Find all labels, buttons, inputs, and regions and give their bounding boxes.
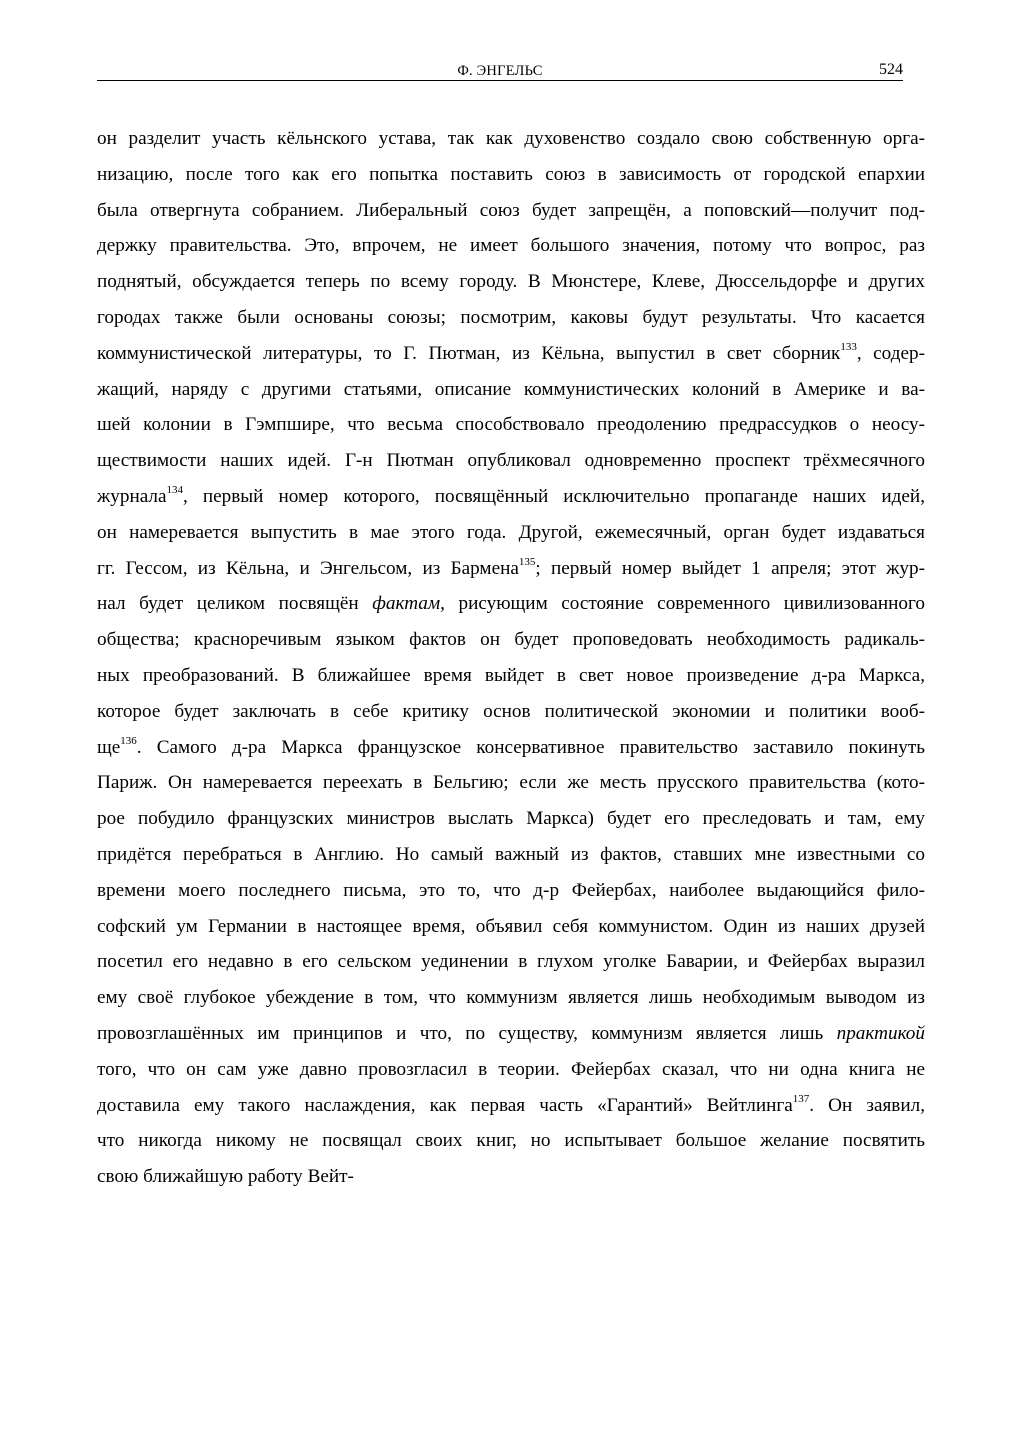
text-line (97, 407, 925, 443)
text-segment: рое побудило французских министров выслать Маркса) будет его преследовать и там, ему (97, 808, 925, 830)
text-line (97, 837, 925, 873)
text-segment: держку правительства. Это, впрочем, не имеет большого значения, потому что вопрос, раз (97, 235, 925, 257)
text-line (97, 909, 925, 945)
text-segment: низацию, после того как его попытка поставить союз в зависимость от городской епархии (97, 163, 925, 185)
text-segment: он намеревается выпустить в мае этого года. Другой, ежемесячный, орган будет издаваться (97, 521, 925, 543)
text-line (97, 157, 925, 193)
text-segment: свою ближайшую работу Вейт- (97, 1166, 354, 1188)
text-segment: общества; красноречивым языком фактов он будет проповедовать необходимость радикаль- (97, 629, 925, 651)
text-line (97, 1159, 925, 1195)
text-line (97, 944, 925, 980)
text-segment: что никогда никому не посвящал своих книг, но испытывает большое желание посвятить (97, 1130, 925, 1152)
text-line (97, 1016, 925, 1052)
text-segment: шей колонии в Гэмпшире, что весьма способствовало преодолению предрассудков о неосу- (97, 414, 925, 436)
text-segment: провозглашённых им принципов и что, по существу, коммунизм является лишь (97, 1022, 837, 1044)
text-line (97, 443, 925, 479)
text-line (97, 694, 925, 730)
text-line (97, 1123, 925, 1159)
footnote-ref: 135 (518, 555, 536, 568)
text-line (97, 1088, 925, 1124)
text-segment: коммунистической литературы, то Г. Пютман, из Кёльна, выпустил в свет сборник (97, 342, 841, 364)
text-segment: посетил его недавно в его сельском уединении в глухом уголке Баварии, и Фейербах выразил (97, 951, 925, 973)
emphasis-text: фактам, (372, 593, 445, 615)
text-segment: того, что он сам уже давно провозгласил в теории. Фейербах сказал, что ни одна книга не (97, 1058, 925, 1080)
text-line (97, 515, 925, 551)
text-segment: жащий, наряду с другими статьями, описание коммунистических колоний в Америке и ва- (97, 378, 925, 400)
text-line (97, 765, 925, 801)
text-segment: поднятый, обсуждается теперь по всему городу. В Мюнстере, Клеве, Дюссельдорфе и других (97, 271, 925, 293)
text-segment: ных преобразований. В ближайшее время выйдет в свет новое произведение д-ра Маркса, (97, 664, 925, 686)
text-line (97, 193, 925, 229)
text-segment: ему своё глубокое убеждение в том, что коммунизм является лишь необходимым выводом из (97, 987, 925, 1009)
text-segment: времени моего последнего письма, это то, что д-р Фейербах, наиболее выдающийся фило- (97, 879, 925, 901)
text-segment: нал будет целиком посвящён (97, 593, 373, 615)
page-number: 524 (879, 61, 903, 78)
text-segment: журнала (97, 485, 167, 507)
text-line (97, 730, 925, 766)
footnote-ref: 137 (792, 1092, 810, 1105)
text-segment: софский ум Германии в настоящее время, объявил себя коммунистом. Один из наших друзей (97, 915, 925, 937)
text-segment: Париж. Он намеревается переехать в Бельгию; если же месть прусского правительства (кото- (97, 772, 925, 794)
text-line (97, 264, 925, 300)
text-line (97, 622, 925, 658)
text-line (97, 586, 925, 622)
text-segment: ; первый номер выйдет 1 апреля; этот жур- (535, 557, 925, 579)
text-segment: ществимости наших идей. Г-н Пютман опубликовал одновременно проспект трёхмесячного (97, 450, 925, 472)
text-line (97, 873, 925, 909)
text-line (97, 658, 925, 694)
text-line (97, 121, 925, 157)
text-line (97, 1052, 925, 1088)
running-title: Ф. ЭНГЕЛЬС (457, 63, 543, 79)
text-line (97, 372, 925, 408)
text-line (97, 300, 925, 336)
footnote-ref: 133 (840, 340, 857, 353)
text-segment: была отвергнута собранием. Либеральный союз будет запрещён, а поповский—получит под- (97, 199, 925, 221)
text-segment: . Самого д-ра Маркса французское консервативное правительство заставило покинуть (136, 736, 925, 758)
text-line (97, 228, 925, 264)
text-segment: придётся перебраться в Англию. Но самый важный из фактов, ставших мне известными со (97, 843, 925, 865)
text-segment: доставила ему такого наслаждения, как первая часть «Гарантий» Вейтлинга (97, 1094, 793, 1116)
text-line (97, 551, 925, 587)
text-segment: , содер- (856, 342, 925, 364)
text-segment: он разделит участь кёльнского устава, так как духовенство создало свою собственную орга- (97, 128, 925, 149)
text-line (97, 479, 925, 515)
text-line (97, 980, 925, 1016)
text-line (97, 801, 925, 837)
text-segment: . Он заявил, (809, 1094, 925, 1116)
footnote-ref: 136 (120, 734, 137, 747)
text-line (97, 336, 925, 372)
page-header (97, 60, 903, 81)
text-segment: ще (97, 736, 121, 758)
text-segment: , первый номер которого, посвящённый исключительно пропаганде наших идей, (183, 485, 925, 507)
text-segment: городах также были основаны союзы; посмотрим, каковы будут результаты. Что касается (97, 306, 925, 328)
text-segment: гг. Гессом, из Кёльна, и Энгельсом, из Бармена (97, 557, 519, 579)
emphasis-text: практикой (836, 1022, 925, 1044)
text-segment: которое будет заключать в себе критику основ политической экономии и политики вооб- (97, 700, 925, 722)
text-segment: рисующим состояние современного цивилизованного (444, 593, 925, 615)
footnote-ref: 134 (166, 483, 183, 496)
body-text (97, 121, 925, 1195)
